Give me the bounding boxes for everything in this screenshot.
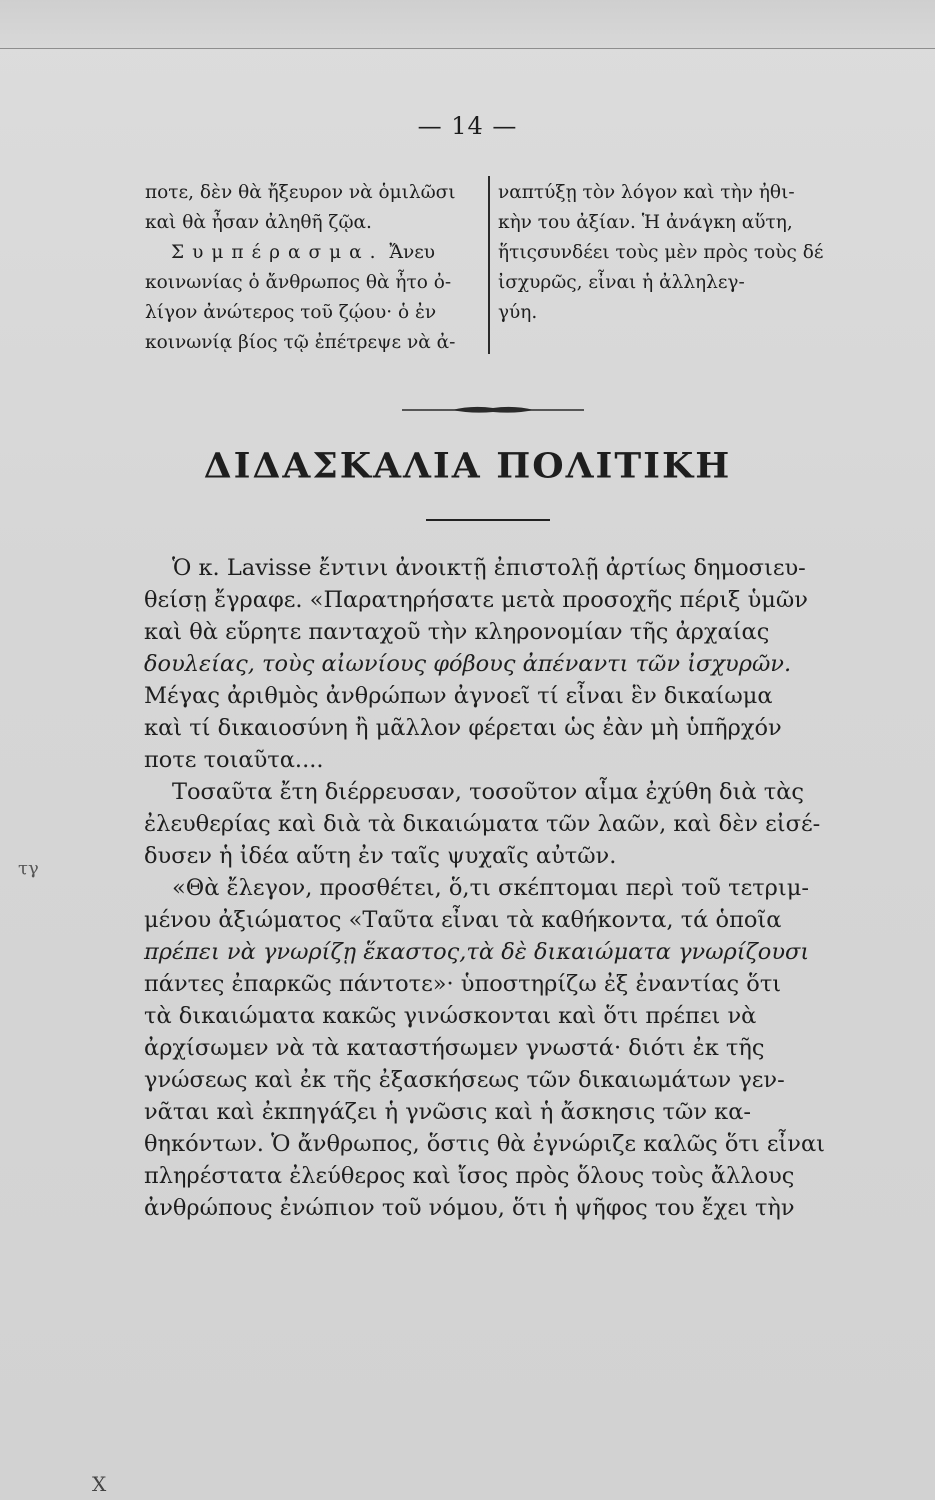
- body-line: τὰ δικαιώματα κακῶς γινώσκονται καὶ ὅτι πρέπει νὰ: [144, 1003, 757, 1029]
- left-column-line: καὶ θὰ ἦσαν ἀληθῆ ζῷα.: [145, 212, 372, 233]
- page-number: — 14 —: [417, 112, 518, 140]
- body-line: ἐλευθερίας καὶ διὰ τὰ δικαιώματα τῶν λαῶν, καὶ δὲν εἰσέ-: [144, 811, 821, 837]
- left-column-line: [145, 238, 495, 268]
- body-line: Μέγας ἀριθμὸς ἀνθρώπων ἀγνοεῖ τί εἶναι ἓν δικαίωμα: [144, 683, 773, 709]
- body-line: θείσῃ ἔγραφε. «Παρατηρήσατε μετὰ προσοχῆς πέριξ ὑμῶν: [144, 587, 808, 613]
- page-top-edge: [0, 0, 935, 49]
- title-underline: [426, 519, 550, 521]
- right-column-line: ναπτύξῃ τὸν λόγον καὶ τὴν ἠθι-: [498, 182, 795, 203]
- column-divider: [488, 176, 490, 354]
- right-column-line: γύη.: [498, 302, 538, 323]
- body-line: γνώσεως καὶ ἐκ τῆς ἐξασκήσεως τῶν δικαιωμάτων γεν-: [144, 1067, 785, 1093]
- body-line: πρέπει νὰ γνωρίζῃ ἕκαστος,τὰ δὲ δικαιώματα γνωρίζουσι: [144, 939, 810, 965]
- body-line: μένου ἀξιώματος «Ταῦτα εἶναι τὰ καθήκοντα, τά ὁποῖα: [144, 907, 782, 933]
- ornament-rule-icon: [402, 402, 584, 418]
- body-line: δυσεν ἡ ἰδέα αὕτη ἐν ταῖς ψυχαῖς αὐτῶν.: [144, 843, 617, 869]
- body-line: δουλείας, τοὺς αἰωνίους φόβους ἀπέναντι τῶν ἰσχυρῶν.: [144, 651, 792, 677]
- right-column-line: ἰσχυρῶς, εἶναι ἡ ἀλληλεγ-: [498, 272, 745, 293]
- left-column: [145, 178, 495, 358]
- right-column-line: ἥτιςσυνδέει τοὺς μὲν πρὸς τοὺς δέ: [498, 242, 824, 263]
- section-title: ΔΙΔΑΣΚΑΛΙΑ ΠΟΛΙΤΙΚΗ: [203, 446, 732, 486]
- body-line: Ὁ κ. Lavisse ἔντινι ἀνοικτῇ ἐπιστολῇ ἀρτίως δημοσιευ-: [172, 555, 806, 581]
- body-line: ἀρχίσωμεν νὰ τὰ καταστήσωμεν γνωστά· διότι ἐκ τῆς: [144, 1035, 765, 1061]
- body-line: πάντες ἐπαρκῶς πάντοτε»· ὑποστηρίζω ἐξ ἐναντίας ὅτι: [144, 971, 782, 997]
- left-column-line: κοινωνίᾳ βίος τῷ ἐπέτρεψε νὰ ἀ-: [145, 332, 456, 353]
- right-column: [498, 178, 848, 328]
- body-line: Τοσαῦτα ἔτη διέρρευσαν, τοσοῦτον αἷμα ἐχύθη διὰ τὰς: [172, 779, 804, 805]
- margin-mark: τγ: [18, 858, 39, 879]
- conclusion-rest: Ἄνευ: [383, 242, 436, 263]
- left-column-line: λίγον ἀνώτερος τοῦ ζῴου· ὁ ἐν: [145, 302, 437, 323]
- right-column-line: κὴν του ἀξίαν. Ἡ ἀνάγκη αὕτη,: [498, 212, 793, 233]
- body-line: νᾶται καὶ ἐκπηγάζει ἡ γνῶσις καὶ ἡ ἄσκησις τῶν κα-: [144, 1099, 752, 1125]
- body-line: πληρέστατα ἐλεύθερος καὶ ἴσος πρὸς ὅλους τοὺς ἄλλους: [144, 1163, 795, 1189]
- conclusion-word: Συμπέρασμα.: [171, 242, 384, 263]
- body-line: καὶ τί δικαιοσύνη ἢ μᾶλλον φέρεται ὡς ἐὰν μὴ ὑπῆρχόν: [144, 715, 782, 741]
- bottom-mark: X: [92, 1472, 107, 1496]
- body-line: θηκόντων. Ὁ ἄνθρωπος, ὅστις θὰ ἐγνώριζε καλῶς ὅτι εἶναι: [144, 1131, 825, 1157]
- left-column-line: ποτε, δὲν θὰ ἤξευρον νὰ ὁμιλῶσι: [145, 182, 456, 203]
- left-column-line: κοινωνίας ὁ ἄνθρωπος θὰ ἦτο ὀ-: [145, 272, 452, 293]
- body-line: ἀνθρώπους ἐνώπιον τοῦ νόμου, ὅτι ἡ ψῆφος του ἔχει τὴν: [144, 1195, 795, 1221]
- body-line: καὶ θὰ εὕρητε πανταχοῦ τὴν κληρονομίαν τῆς ἀρχαίας: [144, 619, 770, 645]
- body-line: ποτε τοιαῦτα....: [144, 747, 324, 773]
- body-line: «Θὰ ἔλεγον, προσθέτει, ὅ,τι σκέπτομαι περὶ τοῦ τετριμ-: [172, 875, 809, 901]
- body-text: [144, 552, 844, 1224]
